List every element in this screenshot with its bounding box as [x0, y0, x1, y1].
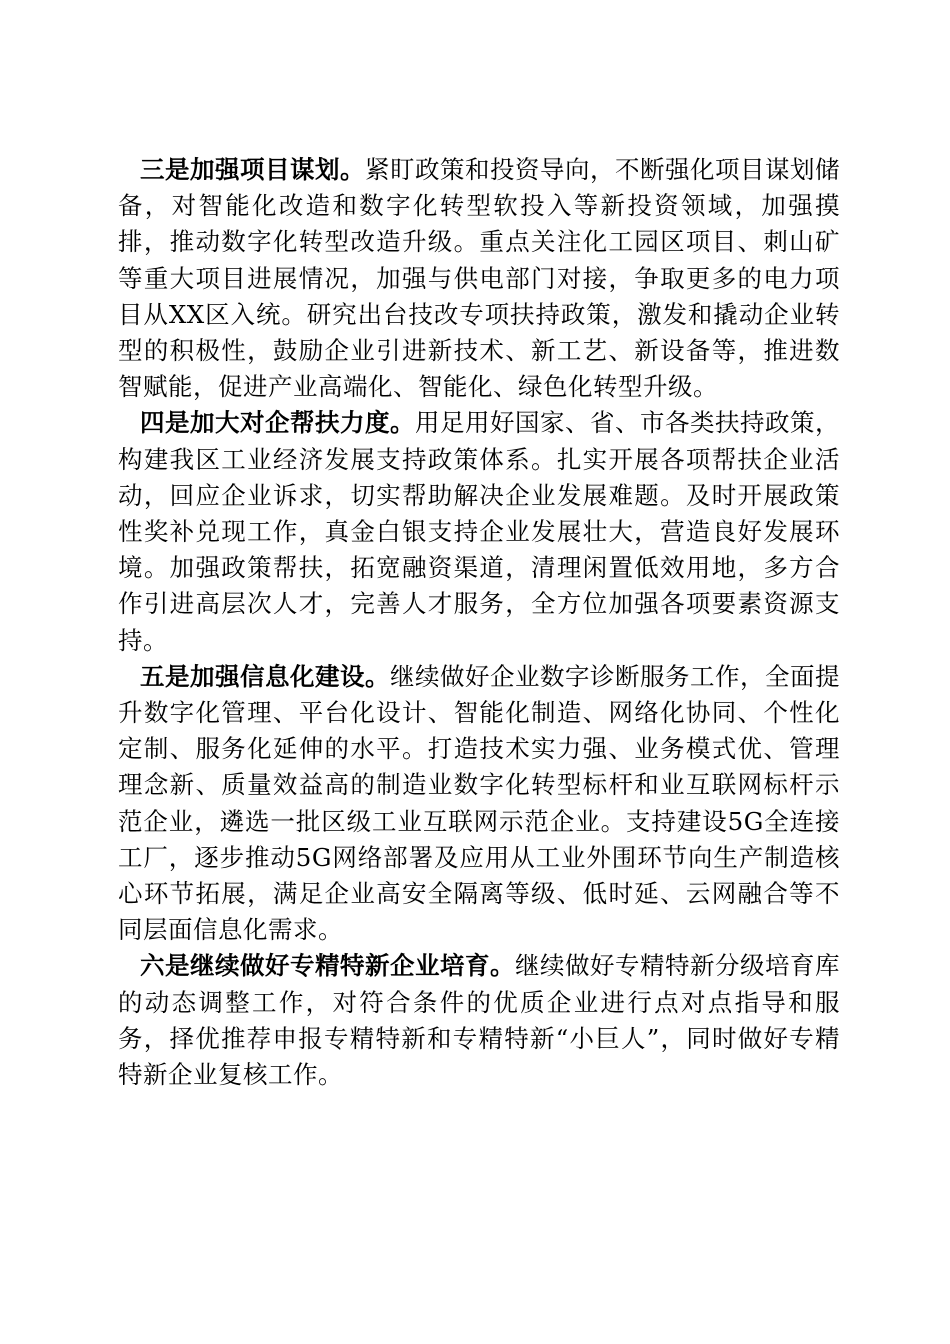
paragraph-enterprise-support [118, 405, 840, 658]
document-page [118, 152, 840, 1093]
paragraph-body: 紧盯政策和投资导向，不断强化项目谋划储备，对智能化改造和数字化转型软投入等新投资领域，加强摸排，推动数字化转型改造升级。重点关注化工园区项目、刺山矿等重大项目进展情况，加强与供电部门对接，争取更多的电力项目从XX区入统。研究出台技改专项扶持政策，激发和撬动企业转型的积极性，鼓励企业引进新技术、新工艺、新设备等，推进数智赋能，促进产业高端化、智能化、绿色化转型升级。 [118, 155, 840, 402]
paragraph-body: 用足用好国家、省、市各类扶持政策，构建我区工业经济发展支持政策体系。扎实开展各项帮扶企业活动，回应企业诉求，切实帮助解决企业发展难题。及时开展政策性奖补兑现工作，真金白银支持企业发展壮大，营造良好发展环境。加强政策帮扶，拓宽融资渠道，清理闲置低效用地，多方合作引进高层次人才，完善人才服务，全方位加强各项要素资源支持。 [118, 408, 840, 655]
paragraph-specialized-enterprises [118, 948, 840, 1093]
paragraph-heading: 六是继续做好专精特新企业培育。 [140, 951, 515, 981]
paragraph-heading: 四是加大对企帮扶力度。 [140, 408, 415, 438]
paragraph-body: 继续做好企业数字诊断服务工作，全面提升数字化管理、平台化设计、智能化制造、网络化协同、个性化定制、服务化延伸的水平。打造技术实力强、业务模式优、管理理念新、质量效益高的制造业数字化转型标杆和业互联网标杆示范企业，遴选一批区级工业互联网示范企业。支持建设5G全连接工厂，逐步推动5G网络部署及应用从工业外围环节向生产制造核心环节拓展，满足企业高安全隔离等级、低时延、云网融合等不同层面信息化需求。 [118, 661, 840, 945]
paragraph-body: 继续做好专精特新分级培育库的动态调整工作，对符合条件的优质企业进行点对点指导和服务，择优推荐申报专精特新和专精特新“小巨人”，同时做好专精特新企业复核工作。 [118, 951, 840, 1090]
paragraph-heading: 五是加强信息化建设。 [140, 661, 390, 691]
paragraph-project-planning [118, 152, 840, 405]
paragraph-heading: 三是加强项目谋划。 [140, 155, 365, 184]
paragraph-informatization [118, 659, 840, 949]
